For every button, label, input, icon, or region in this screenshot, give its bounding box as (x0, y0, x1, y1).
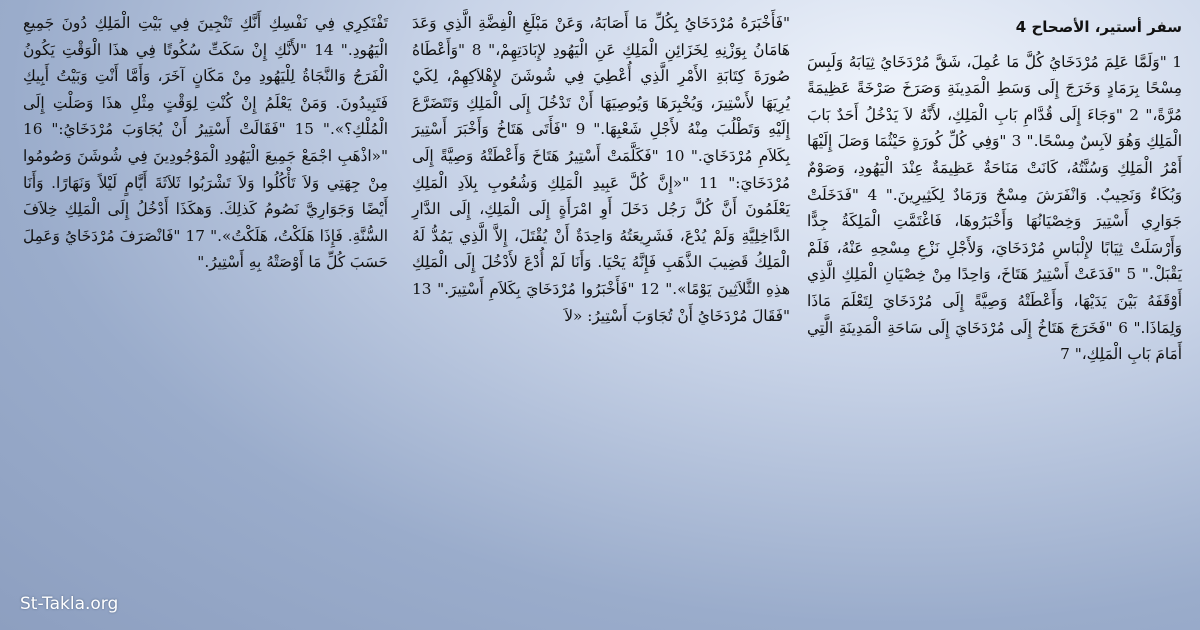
site-watermark: St-Takla.org (20, 594, 119, 614)
page-title: سفر أستير، الأصحاح 4 (1015, 18, 1182, 36)
text-column-1 (807, 14, 1182, 620)
column-text: "فَأَخْبَرَهُ مُرْدَخَايُ بِكُلِّ مَا أَصَابَهُ، وَعَنْ مَبْلَغِ الْفِضَّةِ الَّذِي وَعَدَ هَامَانُ بِوَزْنِهِ لِخَزَائِنِ الْمَلِكِ عَنِ الْيَهُودِ لإِبَادَتِهِمْ،" 8 "وَأَعْطَاهُ صُورَةَ كِتَابَةِ الأَمْرِ الَّذِي أُعْطِيَ فِي شُوشَنَ لإِهْلاَكِهِمْ، لِكَيْ يُرِيَهَا لأَسْتِيرَ، وَيُخْبِرَهَا وَيُوصِيَهَا أَنْ تَدْخُلَ إِلَى الْمَلِكِ وَتَتَضَرَّعَ إِلَيْهِ وَتَطْلُبَ مِنْهُ لأَجْلِ شَعْبِهَا." 9 "فَأَتَى هَتَاخُ وَأَخْبَرَ أَسْتِيرَ بِكَلاَمِ مُرْدَخَايَ." 10 "فَكَلَّمَتْ أَسْتِيرُ هَتَاخَ وَأَعْطَتْهُ وَصِيَّةً إِلَى مُرْدَخَايَ:" 11 "«إِنَّ كُلَّ عَبِيدِ الْمَلِكِ وَشُعُوبِ بِلاَدِ الْمَلِكِ يَعْلَمُونَ أَنَّ كُلَّ رَجُل دَخَلَ أَوِ امْرَأَةٍ إِلَى الْمَلِكِ، إِلَى الدَّارِ الدَّاخِلِيَّةِ وَلَمْ يُدْعَ، فَشَرِيعَتُهُ وَاحِدَةٌ أَنْ يُقْتَلَ، إِلاَّ الَّذِي يَمُدُّ لَهُ الْمَلِكُ قَضِيبَ الذَّهَبِ فَإِنَّهُ يَحْيَا. وَأَنَا لَمْ أُدْعَ لأَدْخُلَ إِلَى الْمَلِكِ هذِهِ الثَّلاَثِينَ يَوْمًا»." 12 "فَأَخْبَرُوا مُرْدَخَايَ بِكَلاَمِ أَسْتِيرَ." 13 "فَقَالَ مُرْدَخَايُ أَنْ تُجَاوَبَ أَسْتِيرُ: «لاَ (412, 14, 791, 325)
column-text: 1 "وَلَمَّا عَلِمَ مُرْدَخَايُ كُلَّ مَا عُمِلَ، شَقَّ مُرْدَخَايُ ثِيَابَهُ وَلَبِسَ مِسْحًا بِرَمَادٍ وَخَرَجَ إِلَى وَسَطِ الْمَدِينَةِ وَصَرَخَ صَرْخَةً عَظِيمَةً مُرَّةً،" 2 "وَجَاءَ إِلَى قُدَّامِ بَابِ الْمَلِكِ، لأَنَّهُ لاَ يَدْخُلُ أَحَدٌ بَابَ الْمَلِكِ وَهُوَ لاَبِسٌ مِسْحًا." 3 "وَفِي كُلِّ كُورَةٍ حَيْثُمَا وَصَلَ إِلَيْهَا أَمْرُ الْمَلِكِ وَسُنَّتُهُ، كَانَتْ مَنَاحَةٌ عَظِيمَةٌ عِنْدَ الْيَهُودِ، وَصَوْمٌ وَبُكَاءٌ وَنَحِيبٌ. وَانْفَرَشَ مِسْحٌ وَرَمَادٌ لِكَثِيرِينَ." 4 "فَدَخَلَتْ جَوَارِي أَسْتِيرَ وَخِصْيَانُهَا وَأَخْبَرُوهَا، فَاغْتَمَّتِ الْمَلِكَةُ جِدًّا وَأَرْسَلَتْ ثِيَابًا لإِلْبَاسِ مُرْدَخَايَ، وَلأَجْلِ نَزْعِ مِسْحِهِ عَنْهُ، فَلَمْ يَقْبَلْ." 5 "فَدَعَتْ أَسْتِيرُ هَتَاخَ، وَاحِدًا مِنْ خِصْيَانِ الْمَلِكِ الَّذِي أَوْقَفَهُ بَيْنَ يَدَيْهَا، وَأَعْطَتْهُ وَصِيَّةً إِلَى مُرْدَخَايَ لِتَعْلَمَ مَاذَا وَلِمَاذَا." 6 "فَخَرَجَ هَتَاخُ إِلَى مُرْدَخَايَ إِلَى سَاحَةِ الْمَدِينَةِ الَّتِي أَمَامَ بَابِ الْمَلِكِ،" 7 (807, 52, 1183, 364)
column-text: تَفْتَكِرِي فِي نَفْسِكِ أَنَّكِ تَنْجِينَ فِي بَيْتِ الْمَلِكِ دُونَ جَمِيعِ الْيَهُودِ." 14 "لأَنَّكِ إِنْ سَكَتِّ سُكُوتًا فِي هذَا الْوَقْتِ يَكُونُ الْفَرَجُ وَالنَّجَاةُ لِلْيَهُودِ مِنْ مَكَانٍ آخَرَ، وَأَمَّا أَنْتِ وَبَيْتُ أَبِيكِ فَتَبِيدُونَ. وَمَنْ يَعْلَمُ إِنْ كُنْتِ لِوَقْتٍ مِثْلِ هذَا وَصَلْتِ إِلَى الْمُلْكِ؟»." 15 "فَقَالَتْ أَسْتِيرُ أَنْ يُجَاوَبَ مُرْدَخَايُ:" 16 "«اذْهَبِ اجْمَعْ جَمِيعَ الْيَهُودِ الْمَوْجُودِينَ فِي شُوشَنَ وَصُومُوا مِنْ جِهَتِي وَلاَ تَأْكُلُوا وَلاَ تَشْرَبُوا ثَلاَثَةَ أَيَّامٍ لَيْلاً وَنَهَارًا. وَأَنَا أَيْضًا وَجَوَارِيَّ نَصُومُ كَذلِكَ. وَهكَذَا أَدْخُلُ إِلَى الْمَلِكِ خِلاَفَ السُّنَّةِ. فَإِذَا هَلَكْتُ، هَلَكْتُ»." 17 "فَانْصَرَفَ مُرْدَخَايُ وَعَمِلَ حَسَبَ كُلِّ مَا أَوْصَتْهُ بِهِ أَسْتِيرُ." (23, 14, 388, 272)
text-column-2 (412, 10, 790, 620)
text-column-3 (23, 10, 388, 620)
